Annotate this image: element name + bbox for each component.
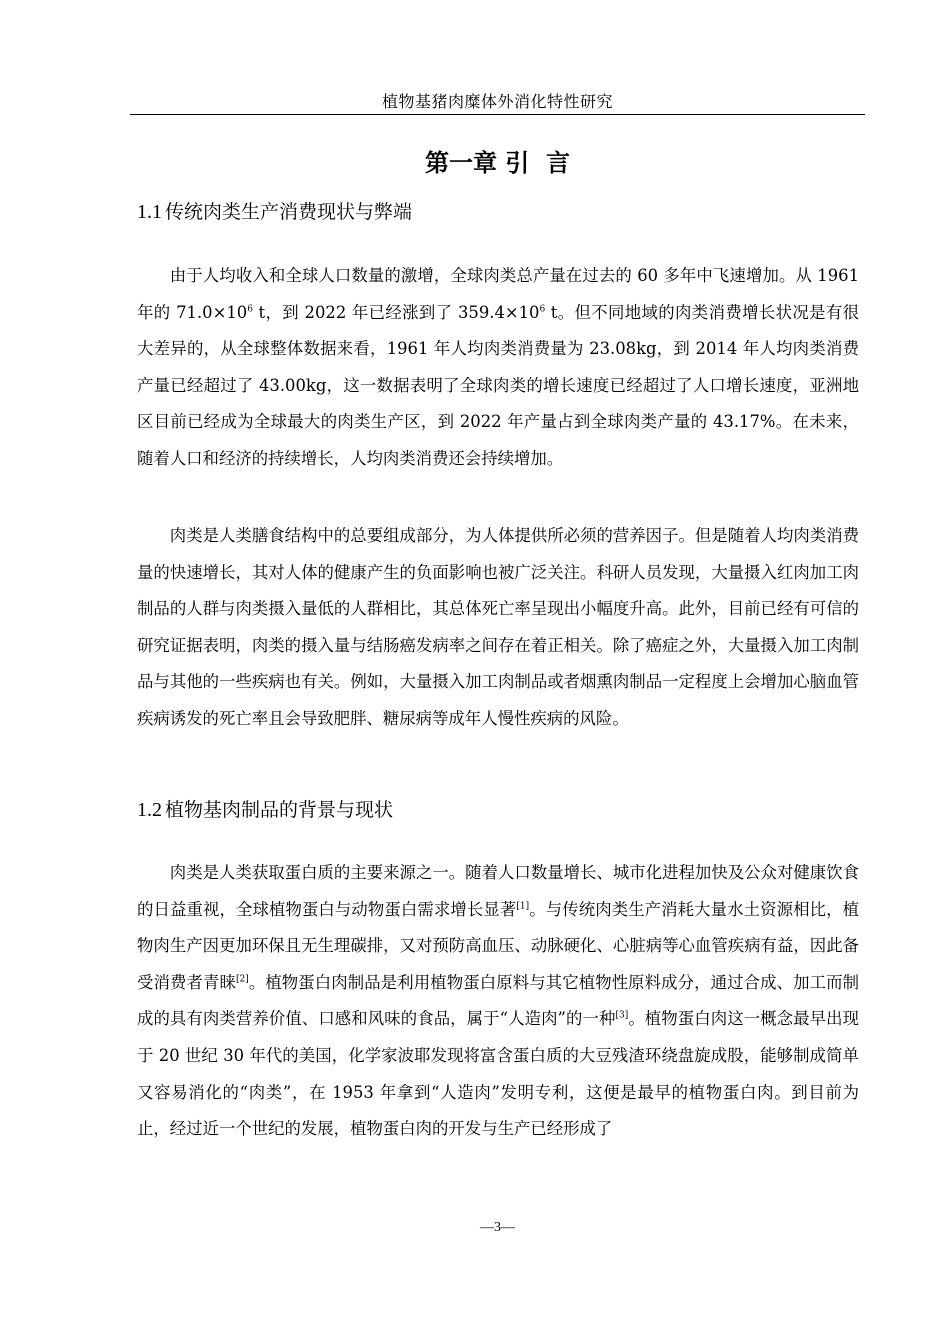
section-number: 1.1 [137,201,162,223]
paragraph-1 [137,258,859,478]
paragraph-text: 。植物蛋白肉这一概念最早出现于 20 世纪 30 年代的美国，化学家波耶发现将富含蛋白质的大豆残渣环绕盘旋成股，能够制成简单又容易消化的“肉类”，在 1953 年拿到“人造肉”发明专利，这便是最早的植物蛋白肉。到目前为止，经过近一个世纪的发展，植物蛋白肉的开发与生产已经形成了 [137,1009,859,1139]
running-header: 植物基猪肉糜体外消化特性研究 [381,92,613,111]
paragraph-3 [137,855,859,1148]
section-title: 传统肉类生产消费现状与弊端 [165,201,413,223]
chapter-title: 第一章 引 言 [424,149,571,177]
paragraph-text: 。与传统肉类生产消耗大量水土资源相比，植物肉生产因更加环保且无生理碳排，又对预防高血压、动脉硬化、心脏病等心血管疾病有益，因此备受消费者青睐 [137,899,860,992]
superscript: 6 [539,304,546,315]
section-heading-1-1 [137,199,412,225]
citation-ref: [1] [516,901,530,912]
paragraph-text: 由于人均收入和全球人口数量的激增，全球肉类总产量在过去的 60 多年中飞速增加。从 1961 年的 71.0×10 [137,266,859,322]
section-title: 植物基肉制品的背景与现状 [165,799,394,821]
paragraph-text: 肉类是人类膳食结构中的总要组成部分，为人体提供所必须的营养因子。但是随着人均肉类消费量的快速增长，其对人体的健康产生的负面影响也被广泛关注。科研人员发现，大量摄入红肉加工肉制品的人群与肉类摄入量低的人群相比，其总体死亡率呈现出小幅度升高。此外，目前已经有可信的研究证据表明，肉类的摄入量与结肠癌发病率之间存在着正相关。除了癌症之外，大量摄入加工肉制品与其他的一些疾病也有关。例如，大量摄入加工肉制品或者烟熏肉制品一定程度上会增加心脑血管疾病诱发的死亡率且会导致肥胖、糖尿病等成年人慢性疾病的风险。 [137,526,859,728]
citation-ref: [3] [615,1010,629,1021]
paragraph-text: t。但不同地域的肉类消费增长状况是有很大差异的，从全球整体数据来看，1961 年人均肉类消费量为 23.08kg，到 2014 年人均肉类消费产量已经超过了 43.00kg，这一数据表明了全球肉类的增长速度已经超过了人口增长速度，亚洲地区目前已经成为全球最大的肉类生产区，到 2022 年产量占到全球肉类产量的 43.17%。在未来，随着人口和经济的持续增长，人均肉类消费还会持续增加。 [137,302,860,468]
paragraph-text: t，到 2022 年已经涨到了 359.4×10 [252,302,540,322]
paragraph-2 [137,518,859,738]
page-number: —3— [480,1220,515,1235]
citation-ref: [2] [235,974,249,985]
paragraph-text: 肉类是人类获取蛋白质的主要来源之一。随着人口数量增长、城市化进程加快及公众对健康饮食的日益重视，全球植物蛋白与动物蛋白需求增长显著 [137,863,859,919]
section-number: 1.2 [137,799,162,821]
section-heading-1-2 [137,797,393,823]
paragraph-text: 。植物蛋白肉制品是利用植物蛋白原料与其它植物性原料成分，通过合成、加工而制成的具有肉类营养价值、口感和风味的食品，属于“人造肉”的一种 [137,972,860,1029]
superscript: 6 [247,304,253,315]
header-rule [130,114,865,115]
